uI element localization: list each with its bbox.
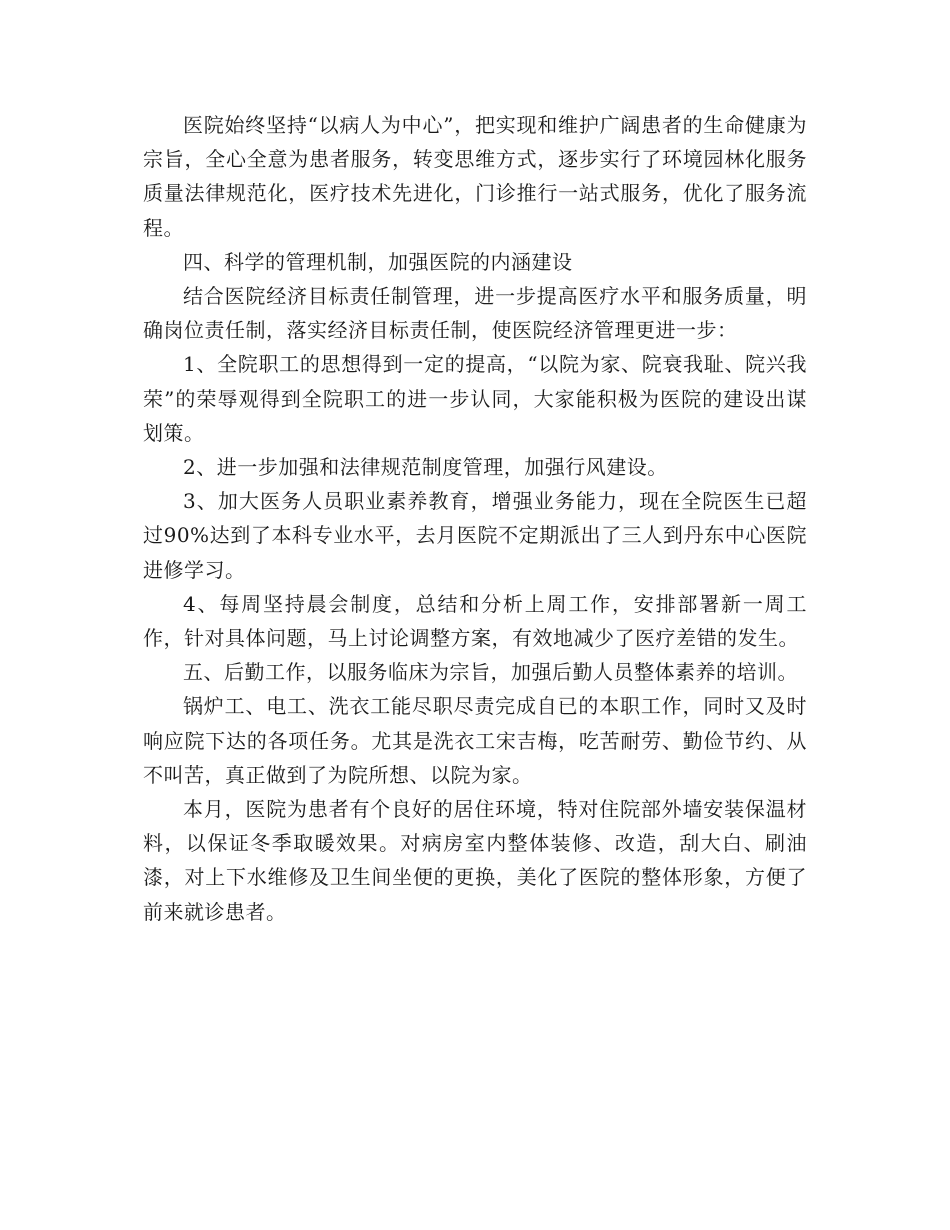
list-item-1: 1、全院职工的思想得到一定的提高，“以院为家、院衰我耻、院兴我荣”的荣辱观得到全院职工的进一步认同，大家能积极为医院的建设出谋划策。: [143, 352, 807, 445]
paragraph-logistics-staff: 锅炉工、电工、洗衣工能尽职尽责完成自已的本职工作，同时又及时响应院下达的各项任务。尤其是洗衣工宋吉梅，吃苦耐劳、勤俭节约、从不叫苦，真正做到了为院所想、以院为家。: [143, 694, 807, 787]
paragraph-economic-responsibility: 结合医院经济目标责任制管理，进一步提高医疗水平和服务质量，明确岗位责任制，落实经济目标责任制，使医院经济管理更进一步：: [143, 284, 807, 343]
section-heading-logistics: 五、后勤工作，以服务临床为宗旨，加强后勤人员整体素养的培训。: [183, 660, 798, 685]
list-item-4: 4、每周坚持晨会制度，总结和分析上周工作，安排部署新一周工作，针对具体问题，马上讨论调整方案，有效地减少了医疗差错的发生。: [143, 591, 807, 651]
list-item-2: 2、进一步加强和法律规范制度管理，加强行风建设。: [183, 455, 668, 480]
paragraph-service-philosophy: 医院始终坚持“以病人为中心”，把实现和维护广阔患者的生命健康为宗旨，全心全意为患者服务，转变思维方式，逐步实行了环境园林化服务质量法律规范化，医疗技术先进化，门诊推行一站式服务，优化了服务流程。: [143, 113, 807, 240]
document-body: [143, 108, 807, 929]
section-heading-management: 四、科学的管理机制，加强医院的内涵建设: [183, 249, 573, 274]
paragraph-renovation: 本月，医院为患者有个良好的居住环境，特对住院部外墙安装保温材料，以保证冬季取暖效果。对病房室内整体装修、改造，刮大白、刷油漆，对上下水维修及卫生间坐便的更换，美化了医院的整体形象，方便了前来就诊患者。: [143, 797, 807, 924]
list-item-3: 3、加大医务人员职业素养教育，增强业务能力，现在全院医生已超过90%达到了本科专业水平，去月医院不定期派出了三人到丹东中心医院进修学习。: [143, 489, 807, 582]
